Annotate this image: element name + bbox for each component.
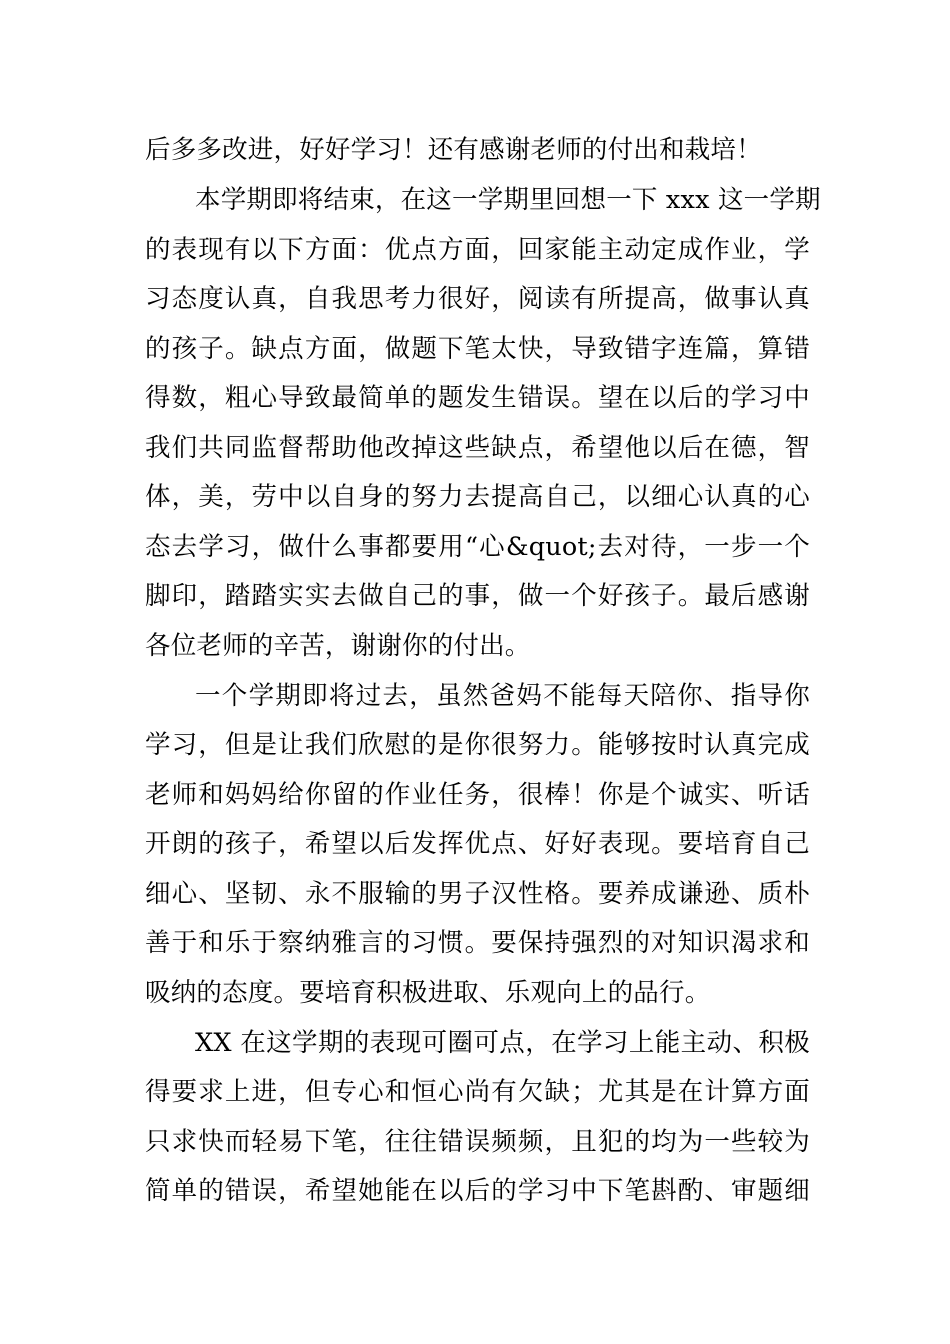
text-line-13: 学习，但是让我们欣慰的是你很努力。能够按时认真完成 <box>145 730 810 760</box>
text-line-9: 态去学习，做什么事都要用“心&quot;去对待，一步一个 <box>145 532 810 562</box>
text-line-19: XX 在这学期的表现可圈可点，在学习上能主动、积极 <box>195 1028 810 1058</box>
text-line-22: 简单的错误，希望她能在以后的学习中下笔斟酌、审题细 <box>145 1176 810 1206</box>
text-line-2: 本学期即将结束，在这一学期里回想一下 xxx 这一学期 <box>195 185 821 215</box>
text-line-1: 后多多改进，好好学习！还有感谢老师的付出和栽培！ <box>145 135 762 165</box>
text-line-20: 得要求上进，但专心和恒心尚有欠缺；尤其是在计算方面 <box>145 1077 810 1107</box>
text-line-5: 的孩子。缺点方面，做题下笔太快，导致错字连篇，算错 <box>145 334 810 364</box>
text-line-10: 脚印，踏踏实实去做自己的事，做一个好孩子。最后感谢 <box>145 581 810 611</box>
text-line-8: 体，美，劳中以自身的努力去提高自己，以细心认真的心 <box>145 482 810 512</box>
text-line-14: 老师和妈妈给你留的作业任务，很棒！你是个诚实、听话 <box>145 780 810 810</box>
text-line-3: 的表现有以下方面：优点方面，回家能主动定成作业，学 <box>145 235 810 265</box>
text-line-11: 各位老师的辛苦，谢谢你的付出。 <box>145 631 531 661</box>
text-line-18: 吸纳的态度。要培育积极进取、乐观向上的品行。 <box>145 978 711 1008</box>
text-line-15: 开朗的孩子，希望以后发挥优点、好好表现。要培育自己 <box>145 829 810 859</box>
text-line-7: 我们共同监督帮助他改掉这些缺点，希望他以后在德，智 <box>145 433 810 463</box>
text-line-17: 善于和乐于察纳雅言的习惯。要保持强烈的对知识渴求和 <box>145 928 810 958</box>
text-line-16: 细心、坚韧、永不服输的男子汉性格。要养成谦逊、质朴 <box>145 879 810 909</box>
text-line-4: 习态度认真，自我思考力很好，阅读有所提高，做事认真 <box>145 284 810 314</box>
text-line-6: 得数，粗心导致最简单的题发生错误。望在以后的学习中 <box>145 383 810 413</box>
text-line-21: 只求快而轻易下笔，往往错误频频，且犯的均为一些较为 <box>145 1127 810 1157</box>
text-line-12: 一个学期即将过去，虽然爸妈不能每天陪你、指导你 <box>195 681 810 711</box>
